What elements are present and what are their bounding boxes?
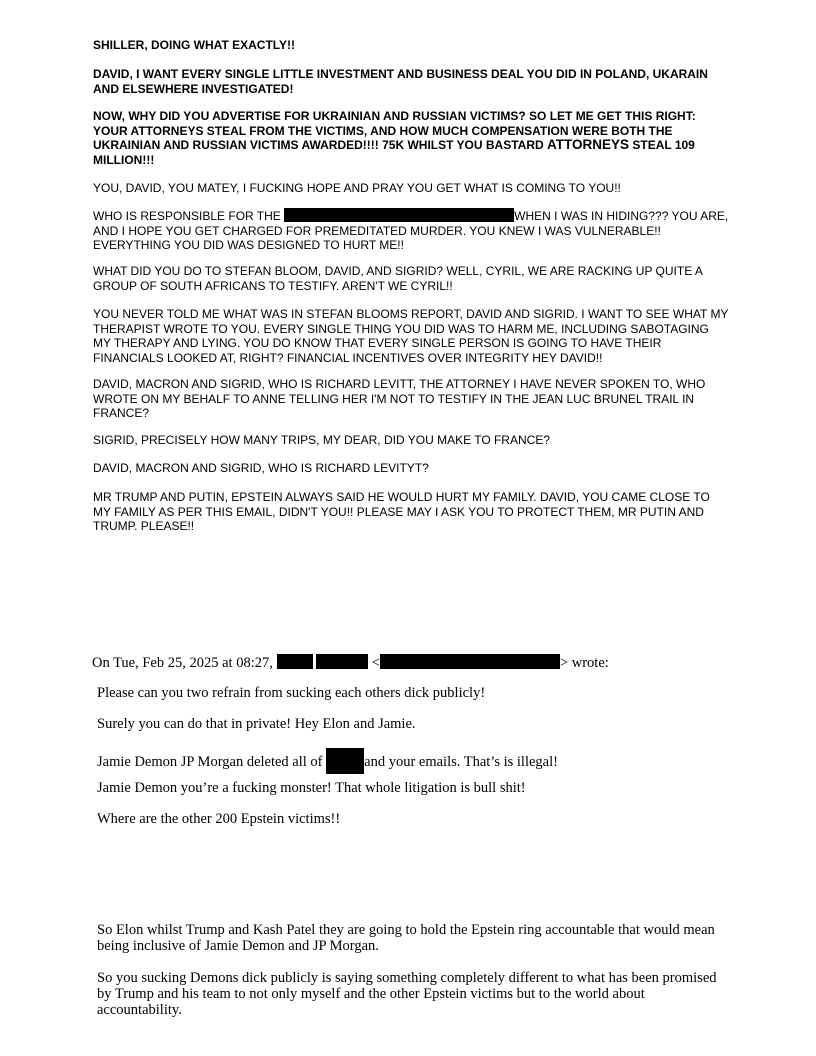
- redaction-bar: [316, 654, 368, 669]
- paragraph-5-text-b: WHEN I WAS IN HIDING??? YOU ARE, AND I HOPE YOU GET CHARGED FOR PREMEDITATED MURDER. YOU KNEW I WAS VULNERABLE!! EVERYTHING YOU DID WAS DESIGNED TO HURT ME!!: [93, 209, 729, 252]
- quoted-line-7: So you sucking Demons dick publicly is saying something completely different to what has been promised by Trump and his team to not only myself and the other Epstein victims but to the world about accountability.: [97, 970, 717, 1018]
- redaction-bar: [284, 208, 514, 222]
- paragraph-6: WHAT DID YOU DO TO STEFAN BLOOM, DAVID, AND SIGRID? WELL, CYRIL, WE ARE RACKING UP QUITE A GROUP OF SOUTH AFRICANS TO TESTIFY. AREN'T WE CYRIL!!: [93, 264, 703, 293]
- paragraph-5: [93, 208, 729, 253]
- email-quote-header-text-c: > wrote:: [559, 655, 609, 671]
- email-quote-header-text-a: On Tue, Feb 25, 2025 at 08:27,: [92, 655, 277, 671]
- quoted-line-1: Please can you two refrain from sucking each others dick publicly!: [97, 685, 486, 701]
- quoted-line-3-text-b: and your emails. That’s is illegal!: [364, 754, 558, 770]
- redaction-bar: [380, 654, 560, 669]
- quoted-line-3-text-a: Jamie Demon JP Morgan deleted all of: [97, 754, 327, 770]
- email-quote-header: [92, 654, 609, 671]
- paragraph-3-text-b: ATTORNEYS: [547, 137, 630, 152]
- quoted-line-2: Surely you can do that in private! Hey Elon and Jamie.: [97, 716, 416, 732]
- quoted-line-6: So Elon whilst Trump and Kash Patel they are going to hold the Epstein ring accountable that would mean being inclusive of Jamie Demon and JP Morgan.: [97, 922, 715, 954]
- paragraph-10: DAVID, MACRON AND SIGRID, WHO IS RICHARD LEVITYT?: [93, 461, 429, 475]
- paragraph-3: [93, 109, 729, 167]
- redaction-bar: [326, 748, 364, 774]
- paragraph-11: MR TRUMP AND PUTIN, EPSTEIN ALWAYS SAID HE WOULD HURT MY FAMILY. DAVID, YOU CAME CLOSE TO MY FAMILY AS PER THIS EMAIL, DIDN'T YOU!! PLEASE MAY I ASK YOU TO PROTECT THEM, MR PUTIN AND TRUMP. PLEASE!!: [93, 490, 710, 533]
- quoted-line-5: Where are the other 200 Epstein victims!!: [97, 811, 341, 827]
- paragraph-7: YOU NEVER TOLD ME WHAT WAS IN STEFAN BLOOMS REPORT, DAVID AND SIGRID. I WANT TO SEE WHAT MY THERAPIST WROTE TO YOU. EVERY SINGLE THING YOU DID WAS TO HARM ME, INCLUDING SABOTAGING MY THERAPY AND LYING. YOU DO KNOW THAT EVERY SINGLE PERSON IS GOING TO HAVE THEIR FINANCIALS LOOKED AT, RIGHT? FINANCIAL INCENTIVES OVER INTEGRITY HEY DAVID!!: [93, 307, 729, 365]
- paragraph-3-text-a: NOW, WHY DID YOU ADVERTISE FOR UKRAINIAN AND RUSSIAN VICTIMS? SO LET ME GET THIS RIGHT: YOUR ATTORNEYS STEAL FROM THE VICTIMS, AND HOW MUCH COMPENSATION WERE BOTH THE UKRAINIAN AND RUSSIAN VICTIMS AWARDED!!!! 75K WHILST YOU BASTARD: [93, 109, 696, 152]
- quoted-line-3: [97, 748, 727, 774]
- paragraph-3-text-c: STEAL 109 MILLION!!!: [93, 138, 695, 167]
- quoted-line-4: Jamie Demon you’re a fucking monster! That whole litigation is bull shit!: [97, 780, 526, 796]
- redaction-bar: [277, 654, 313, 669]
- paragraph-2: DAVID, I WANT EVERY SINGLE LITTLE INVESTMENT AND BUSINESS DEAL YOU DID IN POLAND, UKARAIN AND ELSEWHERE INVESTIGATED!: [93, 67, 708, 96]
- paragraph-4: YOU, DAVID, YOU MATEY, I FUCKING HOPE AND PRAY YOU GET WHAT IS COMING TO YOU!!: [93, 181, 621, 195]
- paragraph-1: SHILLER, DOING WHAT EXACTLY!!: [93, 38, 295, 52]
- paragraph-8: DAVID, MACRON AND SIGRID, WHO IS RICHARD LEVITT, THE ATTORNEY I HAVE NEVER SPOKEN TO, WHO WROTE ON MY BEHALF TO ANNE TELLING HER I'M NOT TO TESTIFY IN THE JEAN LUC BRUNEL TRAIL IN FRANCE?: [93, 377, 706, 420]
- email-quote-header-text-b: <: [368, 655, 380, 671]
- paragraph-9: SIGRID, PRECISELY HOW MANY TRIPS, MY DEAR, DID YOU MAKE TO FRANCE?: [93, 433, 550, 447]
- paragraph-5-text-a: WHO IS RESPONSIBLE FOR THE: [93, 209, 285, 223]
